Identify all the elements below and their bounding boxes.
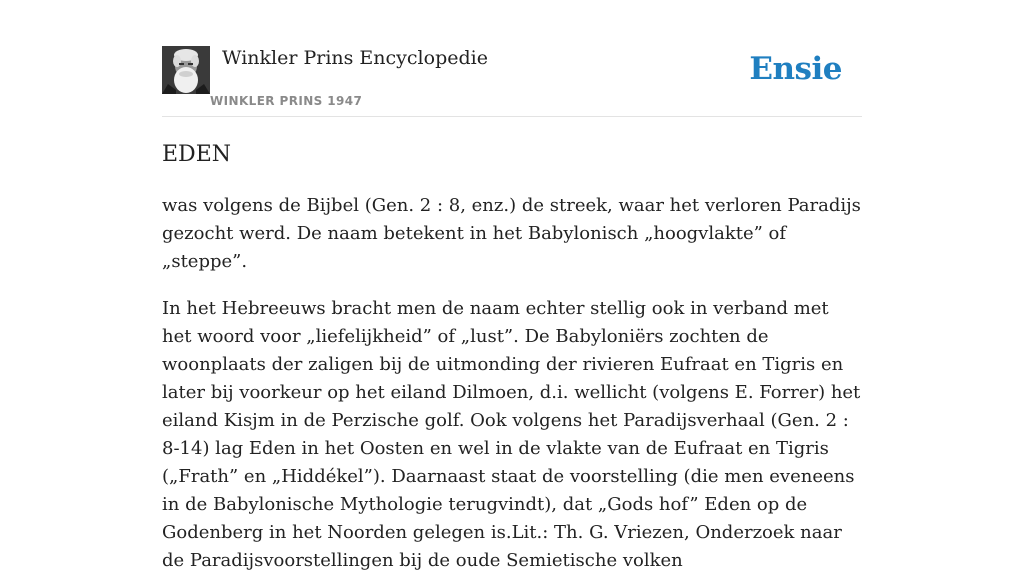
article-title: EDEN — [162, 142, 232, 167]
brand-logo[interactable]: Ensie — [749, 51, 842, 87]
site-header — [162, 0, 862, 117]
collection-label[interactable]: WINKLER PRINS 1947 — [210, 94, 363, 108]
site-title[interactable]: Winkler Prins Encyclopedie — [222, 47, 488, 69]
article-paragraph: was volgens de Bijbel (Gen. 2 : 8, enz.) de streek, waar het verloren Paradijs gezocht werd. De naam betekent in het Babylonisch „hoogvlakte” of „steppe”. — [162, 195, 861, 272]
bearded-man-portrait-icon — [162, 46, 210, 94]
article-body — [162, 140, 862, 575]
author-avatar[interactable] — [162, 46, 210, 94]
page-container — [162, 0, 862, 571]
article-paragraph: In het Hebreeuws bracht men de naam echter stellig ook in verband met het woord voor „liefelijkheid” of „lust”. De Babyloniërs zochten de woonplaats der zaligen bij de uitmonding der rivieren Eufraat en Tigris en later bij voorkeur op het eiland Dilmoen, d.i. wellicht (volgens E. Forrer) het eiland Kisjm in de Perzische golf. Ook volgens het Paradijsverhaal (Gen. 2 : 8-14) lag Eden in het Oosten en wel in de vlakte van de Eufraat en Tigris („Frath” en „Hiddékel”). Daarnaast staat de voorstelling (die men eveneens in de Babylonische Mythologie terugvindt), dat „Gods hof” Eden op de Godenberg in het Noorden gelegen is.Lit.: Th. G. Vriezen, Onderzoek naar de Paradijsvoorstellingen bij de oude Semietische volken — [162, 298, 861, 571]
